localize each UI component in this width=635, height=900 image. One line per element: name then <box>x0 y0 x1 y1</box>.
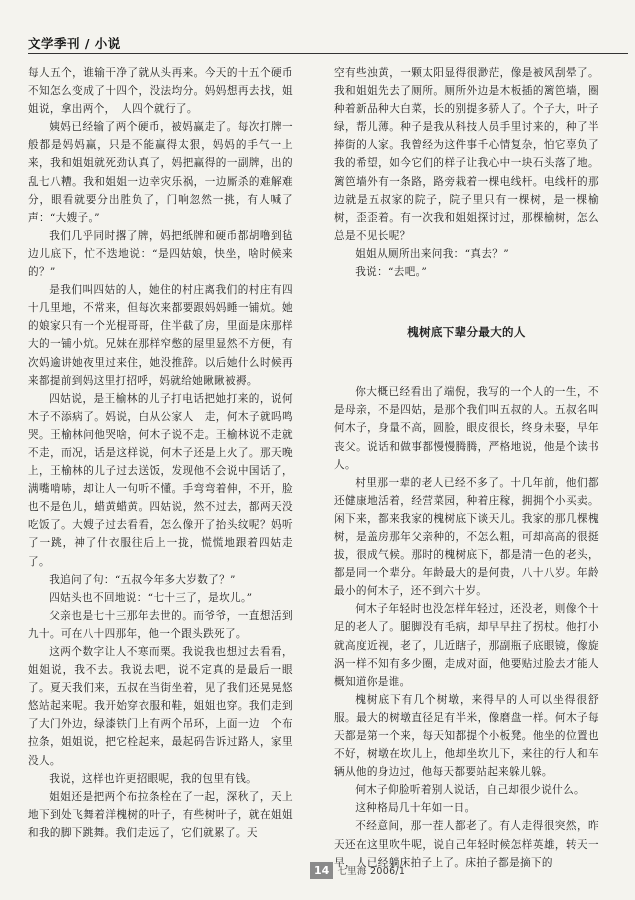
running-header <box>28 22 628 52</box>
left-column <box>28 64 304 842</box>
page-number: 14 <box>310 862 333 879</box>
paragraph: 槐树底下有几个树墩，来得早的人可以坐得很舒服。最大的树墩直径足有半米，像磨盘一样。何木子每天都是第一个来，每天知都提个小板凳。他坐的位置也不好，树墩在坎儿上，他却坐坎儿下，来往的行人和车辆从他的身边过，他每天都要站起来躲儿躲。 <box>334 693 599 779</box>
paragraph: 我们几乎同时撂了牌，妈把纸牌和硬币都胡噜到毡边儿底下，忙不迭地说：“是四姑娘，快坐，啥时候来的？” <box>28 229 293 279</box>
page-footer <box>310 860 405 880</box>
paragraph: 何木子年轻时也没怎样年轻过，还没老，则像个十足的老人了。腿脚没有毛病，却早早拄了拐杖。他打小就高度近视，老了，儿近瞎子，那副瓶子底眼镜，像旋涡一样不知有多少圈，走成对面，他要贴过脸去才能人概知道你是谁。 <box>334 603 599 688</box>
paragraph: 这种格局几十年如一日。 <box>355 802 476 815</box>
paragraph: 空有些浊黄，一颗太阳显得很渺茫，像是被风刮晕了。我和姐姐先去了厕所。厕所外边是木板插的篱笆墙，圈种着新品种大白菜，长的别提多骄人了。个子大，叶子绿，帮儿薄。种子是我从科技人员手里讨来的，种了半捧街的人家。我曾经为这件事千心情复杂，怕它辜负了我的希望，如今它们的样子让我心中一块石头落了地。篱笆墙外有一条路，路旁栽着一棵电线杆。电线杆的那边就是五叔家的院子，院子里只有一棵树，是一棵榆树，歪歪着。有一次我和姐姐探讨过，那棵榆树，怎么总是不见长呢？ <box>334 67 599 242</box>
paragraph: 四姑头也不回地说：“七十三了，是坎儿。” <box>49 591 253 604</box>
right-column <box>334 64 599 872</box>
issue-label: 七里海 2006/1 <box>337 866 406 877</box>
header-divider <box>28 53 628 54</box>
paragraph: 我追问了句：“五叔今年多大岁数了？” <box>49 573 236 586</box>
paragraph: 村里那一辈的老人已经不多了。十几年前，他们都还健康地活着，经营菜园，种着庄稼，拥拥个小买卖。闲下来，都来我家的槐树底下谈天儿。我家的那几棵槐树，是盖房那年父亲种的，不怎么粗，可却高高的很挺拔，很成气候。那时的槐树底下，都是清一色的老头，都是同一个辈分。年龄最大的是何贵，八十八岁。年龄最小的何木子，还不到六十岁。 <box>334 476 599 598</box>
paragraph: 我说，这样也许更招眼呢，我的包里有钱。 <box>49 772 258 785</box>
right-column-bottom-text <box>334 383 599 872</box>
paragraph: 姨妈已经输了两个硬币，被妈赢走了。每次打牌一般都是妈妈赢，只是不能赢得太狠，妈妈的手气一上来，我和姐姐就死劲认真了，妈把赢得的一副牌，出的乱七八糟。我和姐姐一边幸灾乐祸，一边厮杀的难解难分，眼看就要分出胜负了，门响忽然一挑，有人喊了声：“大嫂子。” <box>28 121 293 224</box>
story-section-title: 槐树底下辈分最大的人 <box>407 325 526 340</box>
right-column-top-text <box>334 64 599 281</box>
paragraph: 每人五个，谁输干净了就从头再来。今天的十五个硬币不知怎么变成了十四个，没法均分。妈妈想再去找，姐姐说，拿出两个， 人四个就行了。 <box>28 67 293 116</box>
paragraph: 姐姐还是把两个布拉条栓在了一起，深秋了，天上地下到处飞舞着洋槐树的叶子，有些树叶子，就在姐姐和我的脚下跳舞。我们走远了，它们就累了。天 <box>28 790 293 839</box>
paragraph: 我说：“去吧。” <box>355 266 428 279</box>
paragraph: 是我们叫四姑的人，她住的村庄离我们的村庄有四十几里地，不常来，但每次来都要跟妈妈睡一铺炕。她的娘家只有一个光棍哥哥，住半截了房，里面是床那样大的一铺小炕。兄妹在那样窄憋的屋里显然不方便，有 次妈逾讲她夜里过来住，她没推辞。以后她什么时候再来都提前到妈这里打招呼，妈就给她瞅瞅被褥。 <box>28 284 304 387</box>
paragraph: 何木子仰脸听着别人说话，自己却很少说什么。 <box>355 784 586 797</box>
journal-section-title: 文学季刊 / 小说 <box>28 36 121 51</box>
paragraph: 姐姐从厕所出来问我：“真去？” <box>355 247 509 260</box>
paragraph: 这两个数字让人不寒而栗。我说我也想过去看看，姐姐说，我不去。我说去吧，说不定真的是最后一眼了。夏天我们来，五叔在当街坐着，见了我们还晃晃悠悠站起来呢。我开始穿衣服和鞋，姐姐也穿。我们走到了大门外边，绿漆铁门上有两个吊环，上面一边 个布拉条，姐姐说，把它栓起来，最起码告诉过路人，家里没人。 <box>28 646 293 767</box>
paragraph: 不经意间，那一茬人都老了。有人走得很突然，昨天还在这里吹牛呢，说自己年轻时候怎样英雄，转天一早，人已经躺床拍子上了。床拍子都是摘下的 <box>334 820 599 869</box>
paragraph: 父亲也是七十三那年去世的。而爷爷，一直想活到九十。可在八十四那年，他一个跟头跌死了。 <box>28 609 293 640</box>
paragraph: 四姑说，是王榆林的儿子打电话把她打来的，说何木子不添病了。妈说，白从公家人 走，何木子就吗鸣哭。王榆林问他哭啥，何木子说不走。王榆林说不走就不走，而况，话是这样说，何木子还是上火了。那天晚上，王榆林的儿子过去送饭，发现他不会说中国话了，满嘴啃哧，却让人一句听不懂。手弯弯着伸，不开，脸也不是色儿，蜡黄蜡黄。四姑说，然不过去，都两天没吃饭了。大嫂子过去看看，怎么像开了抬头纹呢？妈听了一跳，神了什衣服往后上一拢，慌慌地跟着四姑走了。 <box>28 392 293 568</box>
paragraph: 你大概已经看出了端倪，我写的一个人的一生，不是母亲，不是四姑，是那个我们叫五叔的人。五叔名叫何木子，身量不高，圆脸，眼皮很长，终身未娶，早年丧父。说话和做事都慢慢腾腾，严格地说，他是个读书人。 <box>334 386 599 471</box>
